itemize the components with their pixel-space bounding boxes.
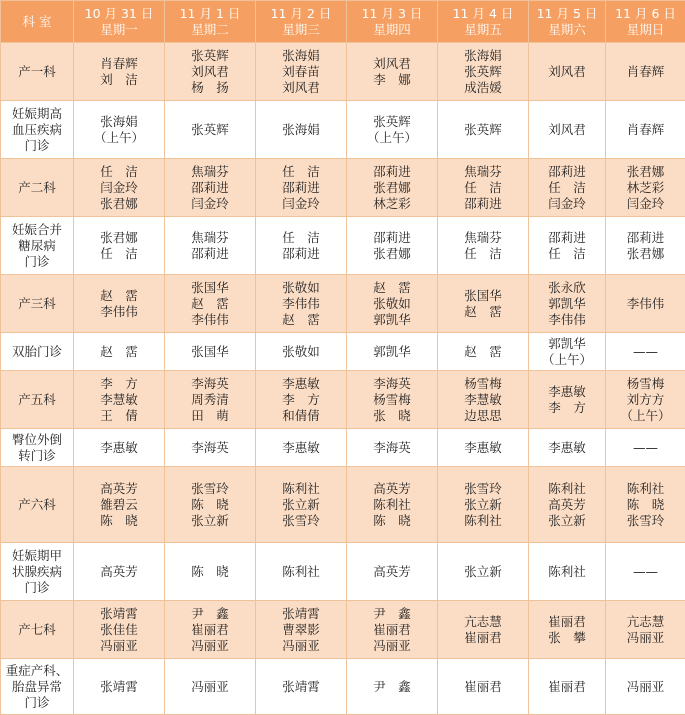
schedule-cell: 焦瑞芬 任 洁: [438, 217, 529, 275]
schedule-cell: 李惠敏: [438, 429, 529, 467]
day-header: [529, 1, 606, 43]
schedule-cell: 高英芳: [347, 543, 438, 601]
day-header: [347, 1, 438, 43]
schedule-cell: 杨雪梅 刘方方 （上午）: [606, 371, 685, 429]
schedule-cell: 张国华 赵 霑 李伟伟: [165, 275, 256, 333]
schedule-cell: 张雪玲 张立新 陈利社: [438, 467, 529, 543]
dept-cell: 产三科: [1, 275, 74, 333]
schedule-cell: 崔丽君 张 攀: [529, 601, 606, 659]
schedule-cell: 崔丽君: [438, 659, 529, 715]
day-header: [256, 1, 347, 43]
schedule-cell: 李惠敏 李 方: [529, 371, 606, 429]
day-weekday: 星期一: [100, 22, 138, 37]
dept-cell: 产六科: [1, 467, 74, 543]
day-header: [606, 1, 685, 43]
schedule-cell: 张立新: [438, 543, 529, 601]
schedule-cell: 亢志慧 冯丽亚: [606, 601, 685, 659]
schedule-cell: 崔丽君: [529, 659, 606, 715]
day-date: 10 月 31 日: [85, 6, 154, 21]
dept-cell: 产一科: [1, 43, 74, 101]
schedule-cell: 张敬如: [256, 333, 347, 371]
schedule-cell: 张海娟 刘春苗 刘风君: [256, 43, 347, 101]
table-row: [1, 217, 685, 275]
schedule-cell: 张英辉: [438, 101, 529, 159]
schedule-cell: 赵 霑 李伟伟: [74, 275, 165, 333]
schedule-cell: 张英辉 （上午）: [347, 101, 438, 159]
dept-cell: 产二科: [1, 159, 74, 217]
schedule-cell: 张君娜 林芝彩 闫金玲: [606, 159, 685, 217]
schedule-cell: 尹 鑫: [347, 659, 438, 715]
schedule-cell: 肖春辉: [606, 43, 685, 101]
dept-column-header: 科 室: [1, 1, 74, 43]
day-date: 11 月 6 日: [615, 6, 676, 21]
schedule-cell: ——: [606, 543, 685, 601]
day-date: 11 月 3 日: [362, 6, 423, 21]
schedule-cell: 焦瑞芬 邵莉进: [165, 217, 256, 275]
schedule-cell: 刘风君: [529, 43, 606, 101]
schedule-cell: 张海娟: [256, 101, 347, 159]
day-weekday: 星期三: [282, 22, 320, 37]
schedule-cell: 高英芳: [74, 543, 165, 601]
table-row: [1, 467, 685, 543]
table-row: [1, 159, 685, 217]
schedule-cell: 冯丽亚: [606, 659, 685, 715]
schedule-cell: 李伟伟: [606, 275, 685, 333]
schedule-cell: 张海娟 张英辉 成浩媛: [438, 43, 529, 101]
schedule-cell: 任 洁 邵莉进 闫金玲: [256, 159, 347, 217]
table-row: [1, 429, 685, 467]
schedule-cell: 张靖霄: [256, 659, 347, 715]
table-row: [1, 601, 685, 659]
header-row: [1, 1, 685, 43]
schedule-cell: 邵莉进 任 洁 闫金玲: [529, 159, 606, 217]
schedule-cell: 高英芳 雒碧云 陈 晓: [74, 467, 165, 543]
day-weekday: 星期五: [464, 22, 502, 37]
day-date: 11 月 2 日: [271, 6, 332, 21]
dept-cell: 产七科: [1, 601, 74, 659]
table-row: [1, 659, 685, 715]
schedule-cell: 李惠敏 李 方 和倩倩: [256, 371, 347, 429]
schedule-cell: 张国华: [165, 333, 256, 371]
schedule-cell: 赵 霑 张敬如 郭凯华: [347, 275, 438, 333]
schedule-cell: 高英芳 陈利社 陈 晓: [347, 467, 438, 543]
schedule-cell: 张海娟 （上午）: [74, 101, 165, 159]
schedule-cell: 亢志慧 崔丽君: [438, 601, 529, 659]
schedule-cell: 李海英 周秀清 田 萌: [165, 371, 256, 429]
dept-cell: 妊娠期高 血压疾病 门诊: [1, 101, 74, 159]
schedule-cell: 张靖霄 张佳佳 冯丽亚: [74, 601, 165, 659]
table-row: [1, 43, 685, 101]
schedule-cell: 郭凯华: [347, 333, 438, 371]
schedule-cell: 张君娜 任 洁: [74, 217, 165, 275]
schedule-cell: ——: [606, 429, 685, 467]
schedule-cell: 邵莉进 张君娜 林芝彩: [347, 159, 438, 217]
schedule-cell: 张雪玲 陈 晓 张立新: [165, 467, 256, 543]
day-weekday: 星期四: [373, 22, 411, 37]
table-row: [1, 371, 685, 429]
schedule-cell: 张英辉: [165, 101, 256, 159]
dept-cell: 产五科: [1, 371, 74, 429]
schedule-cell: 张靖霄: [74, 659, 165, 715]
day-weekday: 星期二: [191, 22, 229, 37]
schedule-cell: ——: [606, 333, 685, 371]
schedule-cell: 肖春辉: [606, 101, 685, 159]
schedule-cell: 李 方 李慧敏 王 倩: [74, 371, 165, 429]
dept-cell: 妊娠期甲 状腺疾病 门诊: [1, 543, 74, 601]
schedule-cell: 任 洁 闫金玲 张君娜: [74, 159, 165, 217]
day-header: [438, 1, 529, 43]
schedule-cell: 赵 霑: [74, 333, 165, 371]
schedule-cell: 李海英: [347, 429, 438, 467]
day-date: 11 月 1 日: [180, 6, 241, 21]
dept-cell: 重症产科、 胎盘异常 门诊: [1, 659, 74, 715]
schedule-cell: 邵莉进 任 洁: [529, 217, 606, 275]
schedule-cell: 邵莉进 张君娜: [347, 217, 438, 275]
day-date: 11 月 4 日: [453, 6, 514, 21]
schedule-cell: 刘风君: [529, 101, 606, 159]
schedule-cell: 冯丽亚: [165, 659, 256, 715]
table-row: [1, 101, 685, 159]
schedule-cell: 张敬如 李伟伟 赵 霑: [256, 275, 347, 333]
table-row: [1, 333, 685, 371]
schedule-cell: 陈利社: [529, 543, 606, 601]
schedule-cell: 陈利社 陈 晓 张雪玲: [606, 467, 685, 543]
schedule-cell: 郭凯华 （上午）: [529, 333, 606, 371]
schedule-cell: 张英辉 刘风君 杨 扬: [165, 43, 256, 101]
schedule-cell: 尹 鑫 崔丽君 冯丽亚: [347, 601, 438, 659]
schedule-cell: 陈 晓: [165, 543, 256, 601]
schedule-cell: 任 洁 邵莉进: [256, 217, 347, 275]
schedule-cell: 李海英: [165, 429, 256, 467]
day-header: [165, 1, 256, 43]
schedule-cell: 赵 霑: [438, 333, 529, 371]
day-weekday: 星期六: [548, 22, 586, 37]
schedule-cell: 陈利社 张立新 张雪玲: [256, 467, 347, 543]
table-row: [1, 543, 685, 601]
dept-cell: 妊娠合并 糖尿病 门诊: [1, 217, 74, 275]
schedule-cell: 邵莉进 张君娜: [606, 217, 685, 275]
schedule-cell: 尹 鑫 崔丽君 冯丽亚: [165, 601, 256, 659]
schedule-cell: 焦瑞芬 邵莉进 闫金玲: [165, 159, 256, 217]
schedule-cell: 杨雪梅 李慧敏 边思思: [438, 371, 529, 429]
schedule-cell: 张靖霄 曹翠影 冯丽亚: [256, 601, 347, 659]
day-header: [74, 1, 165, 43]
schedule-cell: 张永欣 郭凯华 李伟伟: [529, 275, 606, 333]
schedule-cell: 李海英 杨雪梅 张 晓: [347, 371, 438, 429]
day-date: 11 月 5 日: [537, 6, 598, 21]
dept-cell: 臀位外倒 转门诊: [1, 429, 74, 467]
schedule-cell: 陈利社 高英芳 张立新: [529, 467, 606, 543]
schedule-cell: 张国华 赵 霑: [438, 275, 529, 333]
schedule-cell: 陈利社: [256, 543, 347, 601]
schedule-cell: 李惠敏: [74, 429, 165, 467]
schedule-cell: 李惠敏: [529, 429, 606, 467]
schedule-cell: 刘风君 李 娜: [347, 43, 438, 101]
day-weekday: 星期日: [627, 22, 665, 37]
schedule-cell: 李惠敏: [256, 429, 347, 467]
table-row: [1, 275, 685, 333]
schedule-cell: 焦瑞芬 任 洁 邵莉进: [438, 159, 529, 217]
schedule-cell: 肖春辉 刘 洁: [74, 43, 165, 101]
dept-cell: 双胎门诊: [1, 333, 74, 371]
